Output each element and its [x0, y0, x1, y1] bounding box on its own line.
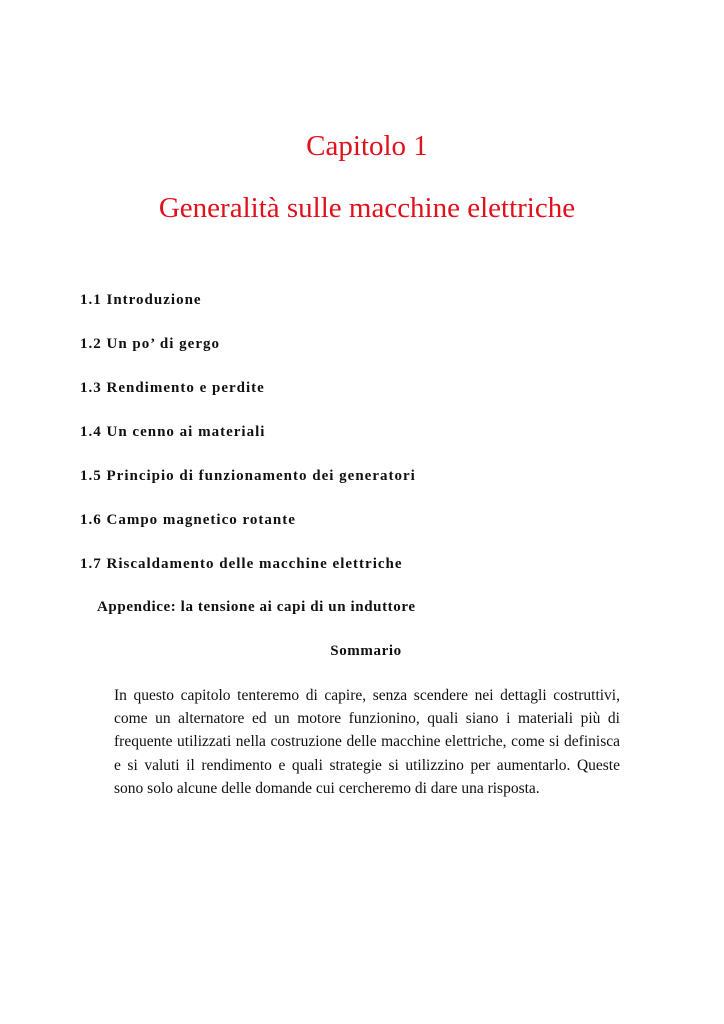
summary-title: Sommario	[330, 643, 402, 659]
toc-item-1-6: 1.6 Campo magnetico rotante	[80, 512, 296, 528]
toc-item-1-7: 1.7 Riscaldamento delle macchine elettriche	[80, 556, 403, 572]
toc-item-1-4: 1.4 Un cenno ai materiali	[80, 424, 266, 440]
summary-paragraph: In questo capitolo tenteremo di capire, senza scendere nei dettagli costruttivi, come un alternatore ed un motore funzionino, quali siano i materiali più di frequente utilizzati nella costruzione delle macchine elettriche, come si definisca e si valuti il rendimento e quali strategie si utilizzino per aumentarlo. Queste sono solo alcune delle domande cui cercheremo di dare una risposta.	[114, 687, 620, 797]
chapter-number: Capitolo 1	[306, 130, 428, 162]
toc-item-1-2: 1.2 Un po’ di gergo	[80, 336, 220, 352]
toc-item-1-5: 1.5 Principio di funzionamento dei generatori	[80, 468, 416, 484]
table-of-contents	[80, 289, 416, 597]
toc-item-1-3: 1.3 Rendimento e perdite	[80, 380, 265, 396]
toc-item-1-1: 1.1 Introduzione	[80, 292, 202, 308]
chapter-title: Generalità sulle macchine elettriche	[158, 192, 576, 224]
toc-appendix: Appendice: la tensione ai capi di un induttore	[97, 599, 416, 615]
